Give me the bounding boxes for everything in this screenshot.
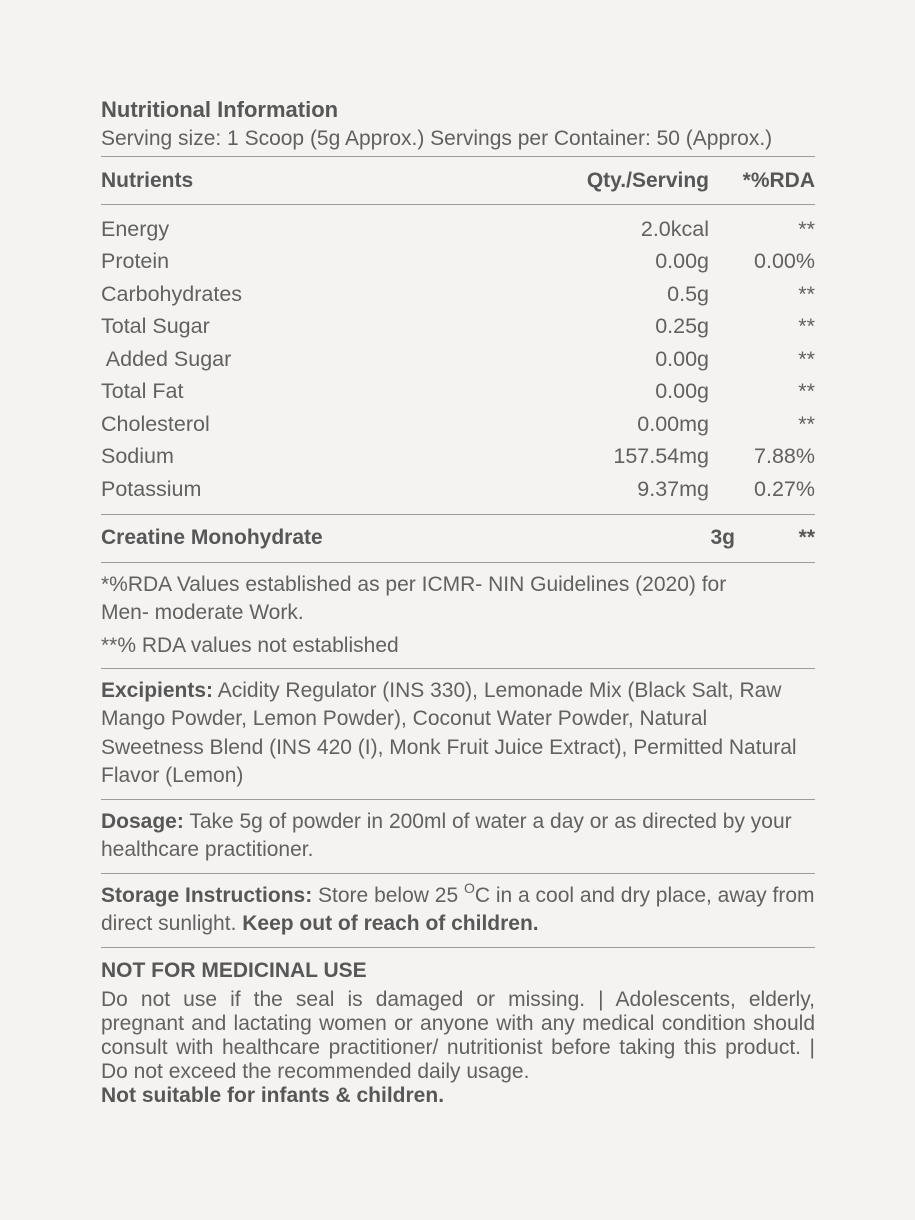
nutrient-name: Energy bbox=[101, 216, 170, 241]
header-nutrients: Nutrients bbox=[101, 168, 194, 192]
panel-title: Nutritional Information bbox=[101, 97, 339, 122]
nutrient-qty: 0.00mg bbox=[637, 411, 709, 436]
nutrient-name: Carbohydrates bbox=[101, 281, 243, 306]
warning-body: Do not use if the seal is damaged or missing. | Adolescents, elderly, pregnant and lactating women or anyone with any medical condition should consult with healthcare practitioner/ nutritionist before taking this product. | Do not exceed the recommended daily usage. bbox=[101, 987, 815, 1083]
dosage-text: Take 5g of powder in 200ml of water a day or as directed by your healthcare practitioner. bbox=[101, 809, 792, 861]
nutrient-qty: 9.37mg bbox=[637, 476, 709, 501]
warning-text bbox=[101, 984, 815, 1108]
serving-info: Serving size: 1 Scoop (5g Approx.) Servings per Container: 50 (Approx.) bbox=[101, 127, 773, 150]
table-row bbox=[101, 408, 815, 441]
creatine-row bbox=[101, 515, 815, 562]
table-row bbox=[101, 278, 815, 311]
table-row bbox=[101, 441, 815, 474]
header-qty: Qty./Serving bbox=[586, 168, 709, 192]
excipients-section bbox=[101, 669, 815, 799]
nutrient-name: Total Sugar bbox=[101, 314, 210, 339]
nutrient-name: Added Sugar bbox=[101, 346, 232, 371]
storage-label: Storage Instructions: bbox=[101, 883, 313, 907]
header-rda: *%RDA bbox=[742, 168, 815, 192]
storage-text: C in a cool and dry place, away from direct sunlight. bbox=[101, 883, 815, 935]
nutrient-name: Total Fat bbox=[101, 379, 184, 404]
nutrient-name: Cholesterol bbox=[101, 411, 210, 436]
storage-section bbox=[101, 874, 815, 947]
storage-text: Store below 25 bbox=[312, 883, 464, 907]
nutrient-rda: ** bbox=[798, 314, 815, 339]
creatine-qty: 3g bbox=[710, 526, 735, 549]
nutrient-qty: 0.5g bbox=[667, 281, 709, 306]
rda-note-line: *%RDA Values established as per ICMR- NIN Guidelines (2020) for bbox=[101, 572, 727, 596]
storage-warning: Keep out of reach of children. bbox=[242, 912, 539, 935]
nutrient-rda: ** bbox=[798, 379, 815, 404]
nutrient-qty: 2.0kcal bbox=[640, 216, 709, 241]
warning-title: NOT FOR MEDICINAL USE bbox=[101, 958, 367, 982]
nutrient-rda: ** bbox=[798, 281, 815, 306]
dosage-label: Dosage: bbox=[101, 809, 184, 833]
nutrient-qty: 0.00g bbox=[655, 379, 709, 404]
nutrient-rda: 0.00% bbox=[754, 249, 815, 274]
creatine-name: Creatine Monohydrate bbox=[101, 526, 323, 549]
nutrient-rda: ** bbox=[798, 216, 815, 241]
rda-note-line: Men- moderate Work. bbox=[101, 600, 304, 624]
nutrition-panel bbox=[101, 96, 815, 1108]
nutrient-name: Protein bbox=[101, 249, 170, 274]
nutrient-name: Potassium bbox=[101, 476, 202, 501]
nutrient-rda: 0.27% bbox=[754, 476, 815, 501]
dosage-section bbox=[101, 800, 815, 873]
nutrient-qty: 0.00g bbox=[655, 346, 709, 371]
nutrient-rda: ** bbox=[798, 411, 815, 436]
table-row bbox=[101, 246, 815, 279]
nutrient-table-body bbox=[101, 205, 815, 514]
table-row bbox=[101, 311, 815, 344]
nutrient-qty: 157.54mg bbox=[613, 444, 709, 469]
excipients-text: Acidity Regulator (INS 330), Lemonade Mix (Black Salt, Raw Mango Powder, Lemon Powder), Coconut Water Powder, Natural Sweetness Blend (INS 420 (I), Monk Fruit Juice Extract), Permitted Natural Flavor (Lemon) bbox=[101, 678, 797, 787]
rda-note-line: **% RDA values not established bbox=[101, 633, 399, 657]
nutrient-rda: ** bbox=[798, 346, 815, 371]
degree-symbol: O bbox=[463, 879, 475, 896]
table-header bbox=[101, 157, 815, 204]
table-row bbox=[101, 376, 815, 409]
table-row bbox=[101, 343, 815, 376]
table-row bbox=[101, 213, 815, 246]
rda-notes bbox=[101, 563, 815, 668]
table-row bbox=[101, 473, 815, 506]
warning-bold: Not suitable for infants & children. bbox=[101, 1083, 445, 1107]
nutrient-name: Sodium bbox=[101, 444, 174, 469]
nutrient-qty: 0.00g bbox=[655, 249, 709, 274]
nutrient-qty: 0.25g bbox=[655, 314, 709, 339]
creatine-rda: ** bbox=[798, 526, 815, 549]
nutrient-rda: 7.88% bbox=[754, 444, 815, 469]
excipients-label: Excipients: bbox=[101, 678, 214, 702]
